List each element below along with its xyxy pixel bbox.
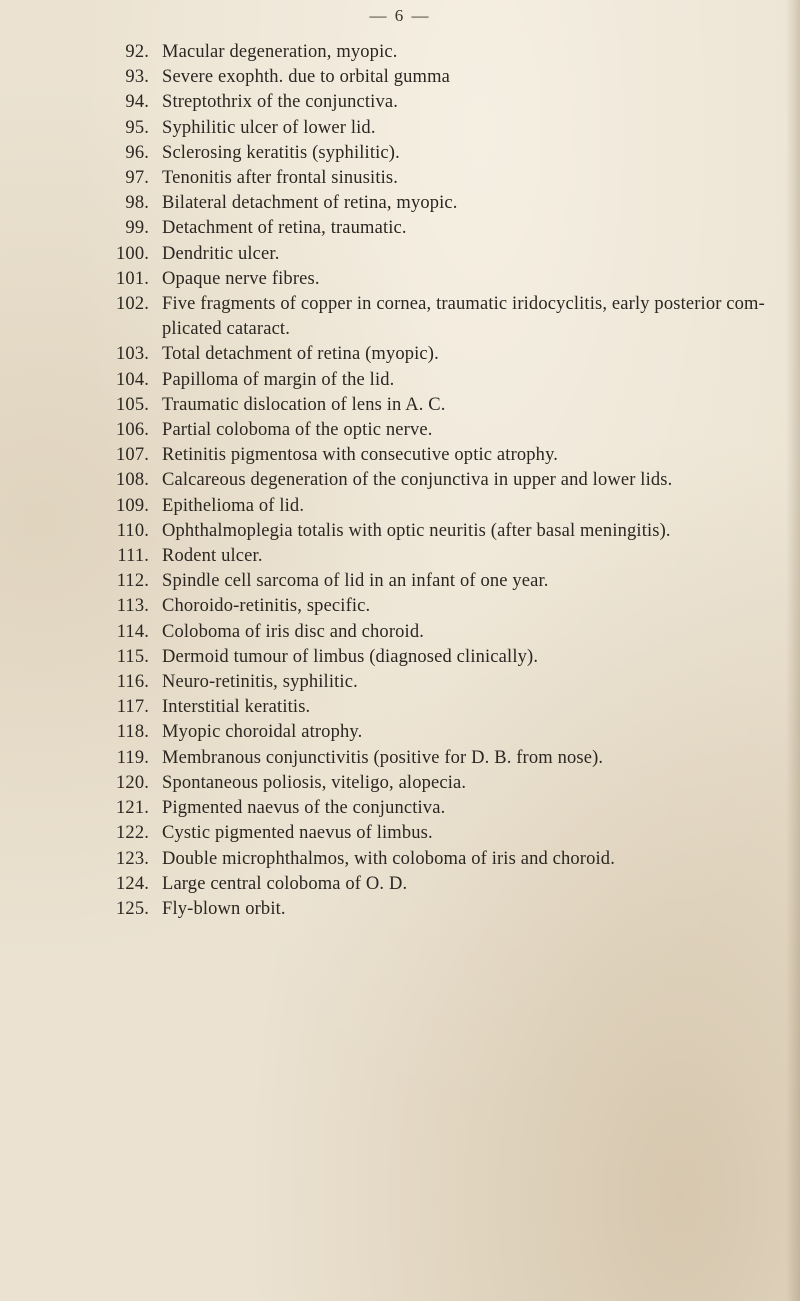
entry-number: 116. — [116, 672, 149, 693]
list-item — [0, 216, 800, 241]
entry-text: Coloboma of iris disc and choroid. — [162, 621, 425, 642]
entry-number: 115. — [116, 646, 149, 667]
list-item — [0, 65, 800, 90]
page-number: — 6 — — [369, 6, 431, 25]
entry-text: Papilloma of margin of the lid. — [162, 369, 395, 390]
entry-number: 97. — [125, 168, 149, 189]
case-list — [0, 40, 800, 922]
entry-text: Pigmented naevus of the conjunctiva. — [162, 798, 446, 819]
entry-number: 124. — [116, 873, 149, 894]
list-item — [0, 116, 800, 141]
list-item — [0, 141, 800, 166]
entry-number: 100. — [116, 243, 149, 264]
list-item — [0, 746, 800, 771]
entry-text: Bilateral detachment of retina, myopic. — [162, 193, 458, 214]
list-item — [0, 847, 800, 872]
entry-number: 96. — [125, 142, 149, 163]
list-item — [0, 594, 800, 619]
entry-text: Spindle cell sarcoma of lid in an infant of one year. — [162, 571, 549, 592]
list-item — [0, 519, 800, 544]
list-item — [0, 670, 800, 695]
entry-text: Tenonitis after frontal sinusitis. — [162, 168, 399, 189]
entry-text: Interstitial keratitis. — [162, 697, 311, 718]
list-item — [0, 494, 800, 519]
list-item — [0, 418, 800, 443]
entry-text: Cystic pigmented naevus of limbus. — [162, 823, 433, 844]
list-item — [0, 796, 800, 821]
list-item — [0, 720, 800, 745]
entry-text: Epithelioma of lid. — [162, 495, 305, 516]
list-item — [0, 569, 800, 594]
list-item — [0, 771, 800, 796]
entry-number: 113. — [116, 596, 149, 617]
list-item — [0, 292, 800, 342]
list-item — [0, 468, 800, 493]
entry-text: Opaque nerve fibres. — [162, 268, 320, 289]
list-item — [0, 393, 800, 418]
entry-text: Streptothrix of the conjunctiva. — [162, 92, 398, 113]
entry-text: Fly-blown orbit. — [162, 898, 286, 919]
list-item — [0, 242, 800, 267]
entry-text: Spontaneous poliosis, viteligo, alopecia. — [162, 772, 467, 793]
entry-text: Five fragments of copper in cornea, traumatic iridocyclitis, early posterior com- plicated cataract. — [162, 294, 765, 340]
list-item — [0, 40, 800, 65]
entry-number: 114. — [116, 621, 149, 642]
list-item — [0, 872, 800, 897]
entry-number: 108. — [116, 470, 149, 491]
entry-number: 117. — [116, 697, 149, 718]
entry-text: Rodent ulcer. — [162, 546, 263, 567]
entry-number: 104. — [116, 369, 149, 390]
list-item — [0, 897, 800, 922]
entry-number: 118. — [116, 722, 149, 743]
entry-number: 103. — [116, 344, 149, 365]
entry-text: Severe exophth. due to orbital gumma — [162, 67, 450, 88]
entry-text: Retinitis pigmentosa with consecutive optic atrophy. — [162, 445, 559, 466]
entry-number: 121. — [116, 798, 149, 819]
entry-number: 112. — [116, 571, 149, 592]
list-item — [0, 695, 800, 720]
list-item — [0, 191, 800, 216]
entry-number: 94. — [125, 92, 149, 113]
entry-text: Total detachment of retina (myopic). — [162, 344, 439, 365]
entry-text: Large central coloboma of O. D. — [162, 873, 408, 894]
entry-number: 120. — [116, 772, 149, 793]
entry-number: 93. — [125, 67, 149, 88]
list-item — [0, 645, 800, 670]
entry-number: 122. — [116, 823, 149, 844]
list-item — [0, 443, 800, 468]
list-item — [0, 342, 800, 367]
entry-number: 106. — [116, 420, 149, 441]
list-item — [0, 267, 800, 292]
entry-number: 111. — [117, 546, 149, 567]
entry-number: 92. — [125, 42, 149, 62]
entry-text: Detachment of retina, traumatic. — [162, 218, 407, 239]
entry-text: Sclerosing keratitis (syphilitic). — [162, 142, 400, 163]
entry-number: 110. — [116, 520, 149, 541]
entry-text: Dendritic ulcer. — [162, 243, 280, 264]
entry-text: Macular degeneration, myopic. — [162, 42, 398, 62]
entry-text: Partial coloboma of the optic nerve. — [162, 420, 433, 441]
list-item — [0, 821, 800, 846]
entry-number: 105. — [116, 394, 149, 415]
entry-number: 95. — [125, 117, 149, 138]
entry-text: Traumatic dislocation of lens in A. C. — [162, 394, 446, 415]
entry-number: 107. — [116, 445, 149, 466]
entry-text: Ophthalmoplegia totalis with optic neuritis (after basal meningitis). — [162, 520, 671, 541]
entry-number: 98. — [125, 193, 149, 214]
entry-text: Syphilitic ulcer of lower lid. — [162, 117, 376, 138]
entry-number: 101. — [116, 268, 149, 289]
entry-text: Calcareous degeneration of the conjunctiva in upper and lower lids. — [162, 470, 673, 491]
list-item — [0, 544, 800, 569]
list-item — [0, 368, 800, 393]
entry-number: 125. — [116, 898, 149, 919]
entry-number: 123. — [116, 848, 149, 869]
entry-text: Dermoid tumour of limbus (diagnosed clinically). — [162, 646, 539, 667]
entry-text: Myopic choroidal atrophy. — [162, 722, 363, 743]
entry-text: Neuro-retinitis, syphilitic. — [162, 672, 358, 693]
list-item — [0, 90, 800, 115]
entry-text: Double microphthalmos, with coloboma of iris and choroid. — [162, 848, 615, 869]
entry-text: Choroido-retinitis, specific. — [162, 596, 371, 617]
entry-text: Membranous conjunctivitis (positive for D. B. from nose). — [162, 747, 604, 768]
entry-number: 119. — [116, 747, 149, 768]
list-item — [0, 620, 800, 645]
entry-number: 109. — [116, 495, 149, 516]
entry-number: 99. — [125, 218, 149, 239]
entry-number: 102. — [116, 294, 149, 315]
list-item — [0, 166, 800, 191]
